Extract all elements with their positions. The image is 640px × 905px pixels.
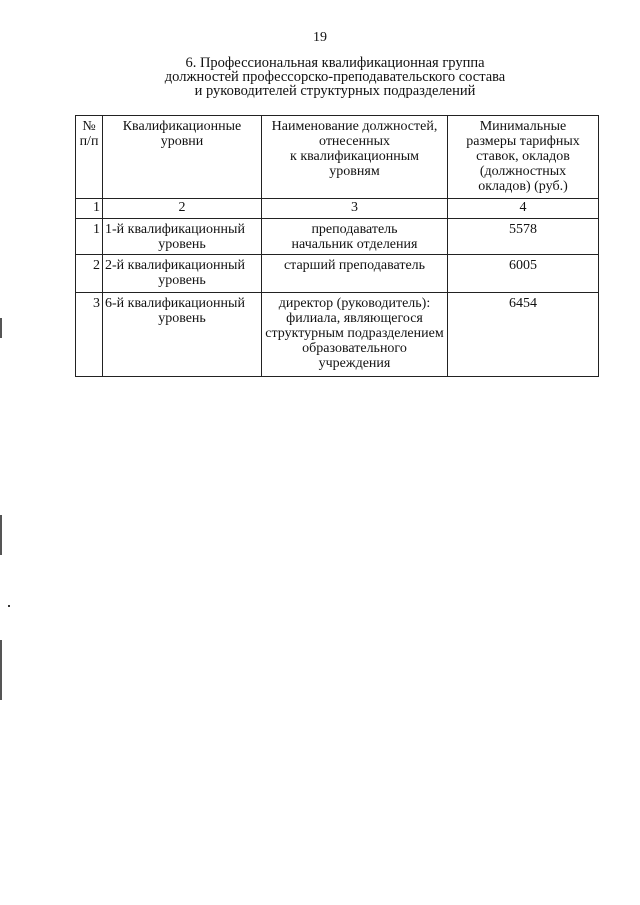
header-salary: Минимальные размеры тарифных ставок, окладов (должностных окладов) (руб.) — [448, 116, 599, 199]
header-row — [76, 116, 599, 199]
table-row — [76, 219, 599, 255]
scan-dot — [8, 605, 10, 607]
column-number: 1 — [76, 199, 103, 219]
row-positions: преподаватель начальник отделения — [262, 219, 448, 255]
table-row — [76, 293, 599, 377]
header-level: Квалификационные уровни — [103, 116, 262, 199]
row-level: 6-й квалификационный уровень — [103, 293, 262, 377]
column-number-row — [76, 199, 599, 219]
row-salary: 5578 — [448, 219, 599, 255]
column-number: 3 — [262, 199, 448, 219]
row-salary: 6005 — [448, 255, 599, 293]
page-number: 19 — [313, 30, 327, 45]
scan-edge-mark — [0, 640, 2, 700]
scan-edge-mark — [0, 515, 2, 555]
section-heading — [80, 56, 590, 98]
row-num: 2 — [76, 255, 103, 293]
header-num: № п/п — [76, 116, 103, 199]
column-number: 2 — [103, 199, 262, 219]
row-positions: директор (руководитель): филиала, являющегося структурным подразделением образовательного учреждения — [262, 293, 448, 377]
row-num: 1 — [76, 219, 103, 255]
scan-edge-mark — [0, 318, 2, 338]
column-number: 4 — [448, 199, 599, 219]
table-row — [76, 255, 599, 293]
row-num: 3 — [76, 293, 103, 377]
header-position: Наименование должностей, отнесенных к квалификационным уровням — [262, 116, 448, 199]
qualification-table — [75, 115, 599, 377]
heading-line: и руководителей структурных подразделений — [194, 83, 476, 99]
row-positions: старший преподаватель — [262, 255, 448, 293]
heading-line: 6. Профессиональная квалификационная группа — [185, 55, 485, 71]
row-salary: 6454 — [448, 293, 599, 377]
row-level: 1-й квалификационный уровень — [103, 219, 262, 255]
heading-line: должностей профессорско-преподавательского состава — [164, 69, 506, 85]
row-level: 2-й квалификационный уровень — [103, 255, 262, 293]
